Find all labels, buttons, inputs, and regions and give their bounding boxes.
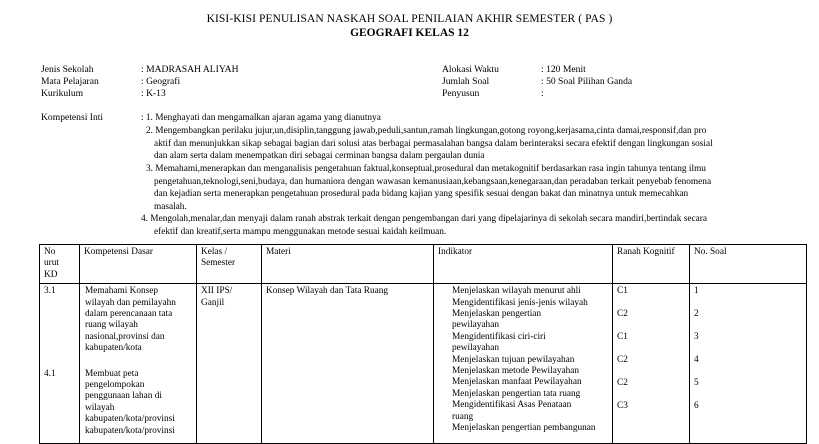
kd-line: Memahami Konsep: [85, 286, 159, 297]
cell-kelas: [197, 284, 262, 444]
header-ranah-kognitif: Ranah Kognitif: [613, 245, 690, 284]
kd-line: Membuat peta: [85, 368, 139, 379]
indikator-item: pewilayahan: [452, 343, 499, 354]
header-no-line: No: [44, 247, 56, 257]
meta-value-jumlah-soal: : 50 Soal Pilihan Ganda: [541, 76, 633, 87]
meta-label-kurikulum: Kurikulum: [41, 88, 84, 99]
indikator-item: pewilayahan: [452, 320, 499, 331]
ranah-value: C1: [617, 332, 628, 343]
ki-2-line: 2. Mengembangkan perilaku jujur,un,disiplin,tanggung jawab,peduli,santun,ramah lingkungan,gotong royong,kerjasama,cinta damai,responsif,dan pro: [146, 126, 707, 136]
ki-3: [146, 163, 811, 213]
ranah-value: C2: [617, 378, 628, 389]
ki-2: [146, 125, 811, 163]
document-subtitle: GEOGRAFI KELAS 12: [350, 27, 469, 39]
ranah-value: C2: [617, 355, 628, 366]
kisi-kisi-table: [39, 244, 807, 444]
soal-number: 5: [694, 378, 699, 389]
kd-line: penggunaan lahan di: [85, 391, 162, 402]
meta-label-jenis-sekolah: Jenis Sekolah: [41, 64, 94, 75]
meta-label-penyusun: Penyusun: [442, 88, 480, 99]
kd-a: [85, 286, 192, 354]
soal-number: 3: [694, 332, 699, 343]
meta-label-alokasi-waktu: Alokasi Waktu: [442, 64, 499, 75]
kd-b: [85, 369, 192, 437]
header-no-line: KD: [44, 269, 58, 280]
ki-2-line: aktif dan menunjukkan sikap sebagai bagian dari solusi atas berbagai permasalahan bangsa dalam berinteraksi secara efektif dengan lingkungan sosial: [154, 138, 713, 149]
ki-2-line: dan alam serta dalam menempatkan diri sebagai cerminan bangsa dalam pergaulan dunia: [154, 151, 485, 161]
cell-no: [40, 284, 80, 444]
document-title: KISI-KISI PENULISAN NASKAH SOAL PENILAIAN AKHIR SEMESTER ( PAS ): [206, 13, 613, 25]
soal-number: 1: [694, 286, 699, 297]
kd-line: dalam perencanaan tata: [85, 309, 173, 320]
kd-line: pengelompokan: [85, 380, 145, 391]
header-kelas-line: Kelas /: [201, 247, 228, 257]
table-row: [40, 284, 807, 444]
ki-4: [141, 213, 811, 238]
indikator-item: Mengidentifikasi jenis-jenis wilayah: [452, 297, 588, 308]
meta-label-jumlah-soal: Jumlah Soal: [442, 76, 490, 87]
meta-value-alokasi-waktu: : 120 Menit: [541, 64, 586, 75]
kd-number: 3.1: [44, 286, 56, 297]
spacer: [44, 298, 75, 369]
kd-line: nasional,provinsi dan: [85, 331, 165, 342]
cell-indikator: [434, 284, 613, 444]
soal-number: 4: [694, 355, 699, 366]
ki-3-line: dan kejadian serta menerapkan pengetahuan prosedural pada bidang kajian yang spesifik sesuai dengan bakat dan minatnya untuk memecahkan: [154, 189, 689, 199]
spacer: [85, 355, 192, 369]
kd-line: kabupaten/kota: [85, 343, 142, 354]
indikator-item: Mengidentifikasi ciri-ciri: [452, 331, 546, 342]
kd-line: kabupaten/kota/provinsi: [85, 414, 175, 425]
soal-number: 6: [694, 401, 699, 412]
header-no-soal: No. Soal: [690, 245, 807, 284]
cell-ranah-kognitif: [613, 284, 690, 444]
indikator-item: Menjelaskan wilayah menurut ahli: [452, 286, 581, 297]
indikator-item: Menjelaskan manfaat Pewilayahan: [452, 377, 582, 388]
header-kelas-line: Semester: [201, 258, 236, 269]
kelas-line: XII IPS/: [201, 286, 233, 297]
ki-3-line: masalah.: [154, 201, 187, 212]
ki-3-line: pengetahuan,teknologi,seni,budaya, dan humaniora dengan wawasan kemanusiaan,kebangsaan,kenegaraan,dan peradaban terkait penyebab fenomena: [154, 176, 712, 187]
ranah-value: C1: [617, 286, 628, 297]
ki-3-line: 3. Memahami,menerapkan dan menganalisis pengetahuan faktual,konseptual,prosedural dan metakognitif berdasarkan rasa ingin tahunya tentang ilmu: [146, 164, 706, 174]
indikator-item: ruang: [452, 411, 474, 422]
header-indikator: Indikator: [434, 245, 613, 284]
meta-value-mata-pelajaran: : Geografi: [141, 76, 181, 87]
indikator-item: Menjelaskan metode Pewilayahan: [452, 366, 580, 377]
header-kelas: [197, 245, 262, 284]
cell-kompetensi-dasar: [80, 284, 197, 444]
kd-line: ruang wilayah: [85, 320, 138, 331]
indikator-item: Menjelaskan tujuan pewilayahan: [452, 354, 575, 365]
ki-label: Kompetensi Inti: [41, 112, 104, 123]
indikator-item: Mengidentifikasi Asas Penataan: [452, 400, 572, 411]
ki-4-line: efektif dan kreatif,serta mampu menggunakan metode sesuai kaidah keilmuan.: [154, 226, 447, 237]
kd-line: wilayah: [85, 402, 115, 413]
cell-no-soal: [690, 284, 807, 444]
ranah-value: C2: [617, 309, 628, 320]
kd-line: kabupaten/kota/provinsi: [85, 425, 175, 436]
cell-materi: Konsep Wilayah dan Tata Ruang: [262, 284, 434, 444]
indikator-item: Menjelaskan pengertian tata ruang: [452, 388, 581, 399]
header-materi: Materi: [262, 245, 434, 284]
ki-1: : 1. Menghayati dan mengamalkan ajaran agama yang dianutnya: [141, 113, 381, 123]
indikator-item: Menjelaskan pengertian: [452, 309, 542, 320]
meta-value-kurikulum: : K-13: [141, 88, 166, 99]
table-header-row: [40, 245, 807, 284]
header-no-line: urut: [44, 258, 59, 269]
ranah-value: C3: [617, 401, 628, 412]
meta-value-jenis-sekolah: : MADRASAH ALIYAH: [141, 64, 239, 75]
kelas-line: Ganjil: [201, 297, 225, 308]
header-kompetensi-dasar: Kompetensi Dasar: [80, 245, 197, 284]
ki-4-line: 4. Mengolah,menalar,dan menyaji dalam ranah abstrak terkait dengan pengembangan dari yang dipelajarinya di sekolah secara mandiri,bertindak secara: [141, 214, 707, 224]
meta-value-penyusun: :: [541, 88, 544, 99]
soal-number: 2: [694, 309, 699, 320]
kd-number: 4.1: [44, 368, 56, 379]
kd-line: wilayah dan pemilayahn: [85, 297, 176, 308]
meta-label-mata-pelajaran: Mata Pelajaran: [41, 76, 99, 87]
header-no: [40, 245, 80, 284]
indikator-item: Menjelaskan pengertian pembangunan: [452, 423, 596, 434]
